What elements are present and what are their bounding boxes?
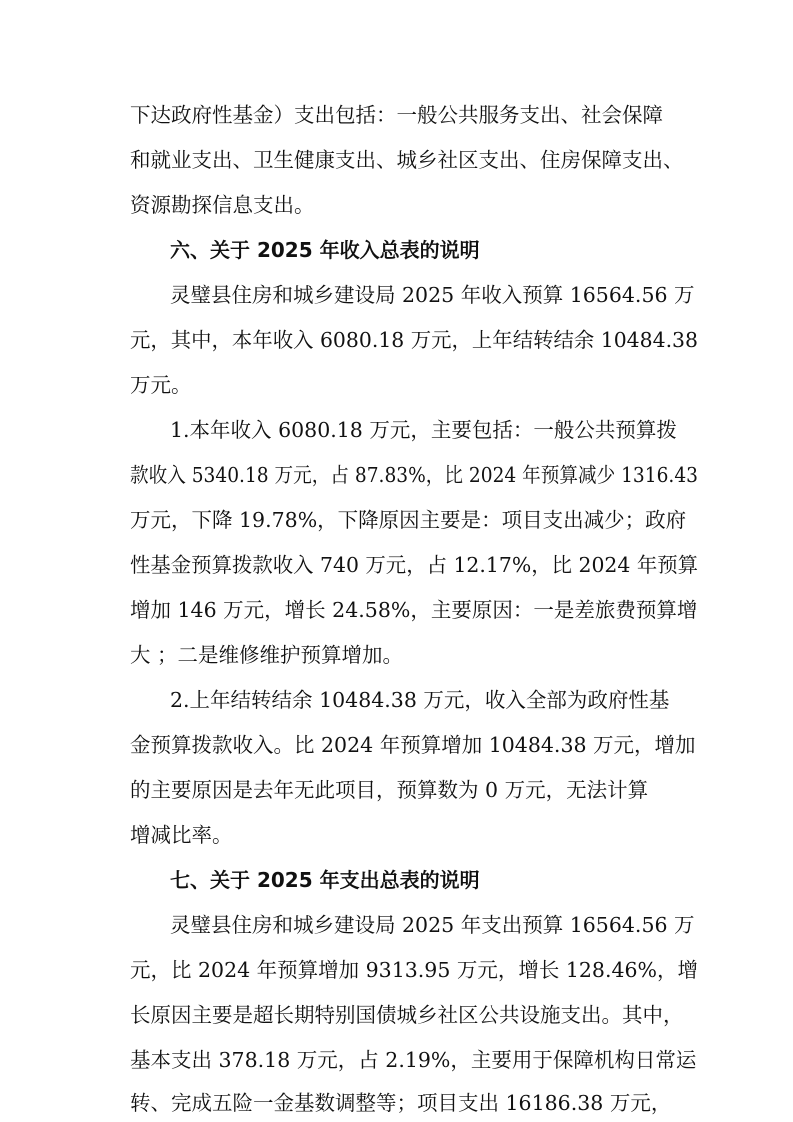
paragraph-line (0, 502, 793, 538)
line-text: 万元。 (130, 373, 192, 397)
line-text: 灵璧县住房和城乡建设局 2025 年支出预算 16564.56 万 (170, 913, 695, 937)
heading-text: 七、关于 2025 年支出总表的说明 (170, 868, 480, 892)
line-text: 增减比率。 (130, 823, 233, 847)
line-text: 款收入 5340.18 万元，占 87.83%，比 2024 年预算减少 1316.43 (130, 463, 699, 487)
line-text: 资源勘探信息支出。 (130, 193, 315, 217)
paragraph-line (0, 592, 793, 628)
paragraph-line (0, 367, 793, 403)
line-text: 性基金预算拨款收入 740 万元，占 12.17%，比 2024 年预算 (130, 553, 699, 577)
line-text: 万元，下降 19.78%，下降原因主要是：项目支出减少；政府 (130, 508, 687, 532)
line-text: 转、完成五险一金基数调整等；项目支出 16186.38 万元， (130, 1091, 672, 1115)
section-heading (0, 862, 793, 898)
line-text: 基本支出 378.18 万元，占 2.19%，主要用于保障机构日常运 (130, 1048, 697, 1072)
paragraph-line (0, 277, 793, 313)
paragraph-line (0, 142, 793, 178)
paragraph-line (0, 997, 793, 1033)
line-text: 增加 146 万元，增长 24.58%，主要原因：一是差旅费预算增 (130, 598, 698, 622)
paragraph-line (0, 187, 793, 223)
paragraph-line (0, 322, 793, 358)
line-text: 下达政府性基金）支出包括：一般公共服务支出、社会保障 (130, 103, 663, 127)
line-text: 长原因主要是超长期特别国债城乡社区公共设施支出。其中， (130, 1003, 684, 1027)
heading-text: 六、关于 2025 年收入总表的说明 (170, 238, 480, 262)
paragraph-line (0, 457, 793, 493)
paragraph-line (0, 637, 793, 673)
paragraph-line (0, 547, 793, 583)
paragraph-line (0, 907, 793, 943)
line-text: 和就业支出、卫生健康支出、城乡社区支出、住房保障支出、 (130, 148, 684, 172)
paragraph-line (0, 772, 793, 808)
line-text: 金预算拨款收入。比 2024 年预算增加 10484.38 万元，增加 (130, 733, 696, 757)
line-text: 大 ；二是维修维护预算增加。 (130, 643, 404, 667)
paragraph-line (0, 412, 793, 448)
paragraph-line (0, 817, 793, 853)
line-text: 的主要原因是去年无此项目，预算数为 0 万元，无法计算 (130, 778, 649, 802)
section-heading (0, 232, 793, 268)
line-text: 元，比 2024 年预算增加 9313.95 万元，增长 128.46%，增 (130, 958, 699, 982)
paragraph-line (0, 1085, 793, 1121)
line-text: 2.上年结转结余 10484.38 万元，收入全部为政府性基 (170, 688, 670, 712)
line-text: 元，其中，本年收入 6080.18 万元，上年结转结余 10484.38 (130, 328, 698, 352)
line-text: 灵璧县住房和城乡建设局 2025 年收入预算 16564.56 万 (170, 283, 695, 307)
line-text: 1.本年收入 6080.18 万元，主要包括：一般公共预算拨 (170, 418, 677, 442)
paragraph-line (0, 682, 793, 718)
paragraph-line (0, 1042, 793, 1078)
paragraph-line (0, 727, 793, 763)
paragraph-line (0, 952, 793, 988)
paragraph-line (0, 97, 793, 133)
